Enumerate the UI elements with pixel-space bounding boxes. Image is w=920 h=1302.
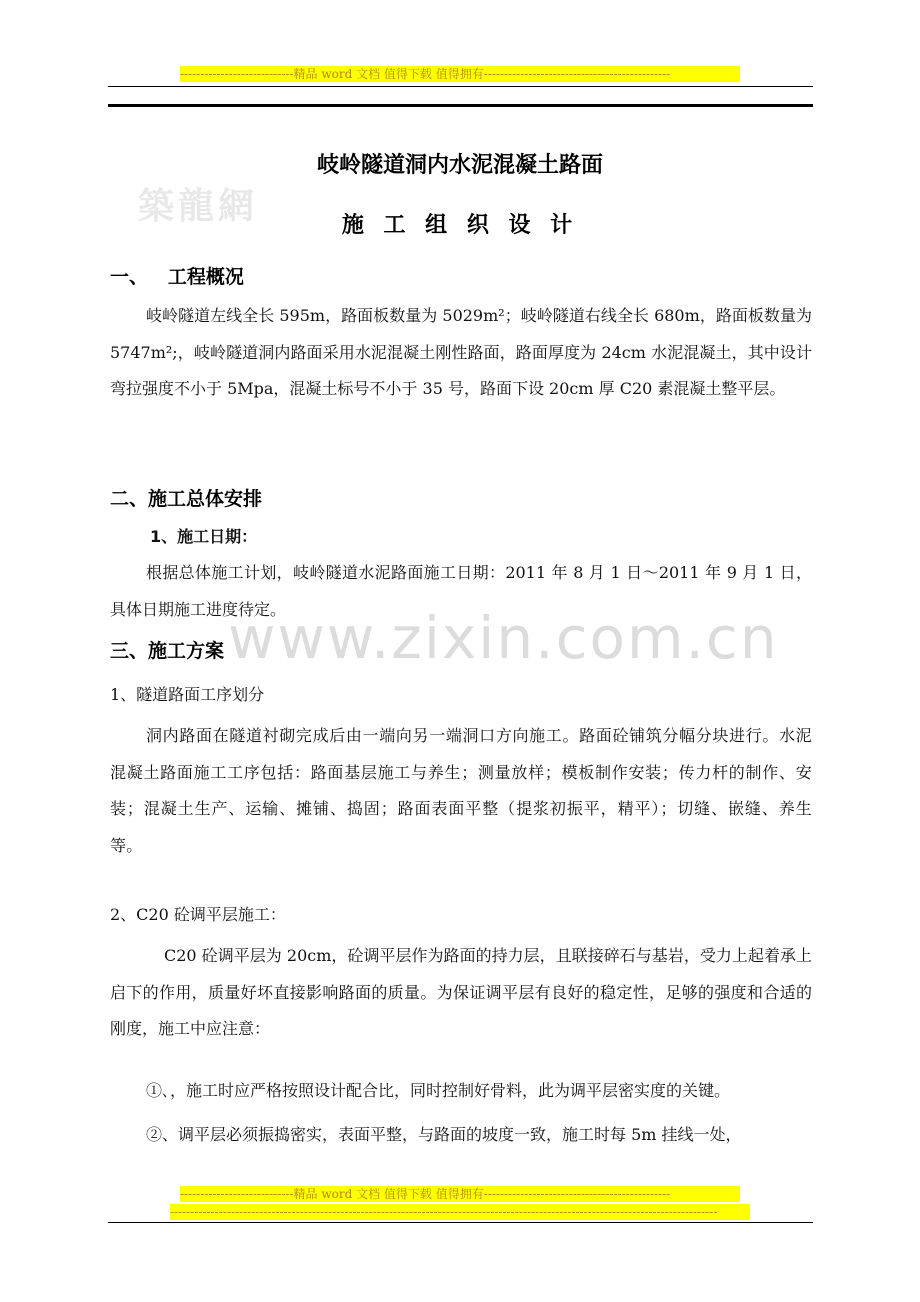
header-banner: ----------------------------精品 word 文档 值得下载 值得拥有---------------------------------------------- xyxy=(180,66,740,82)
section-3-note-2: ②、调平层必须振捣密实，表面平整，与路面的坡度一致，施工时每 5m 挂线一处， xyxy=(146,1125,742,1144)
section-3-heading: 三、施工方案 xyxy=(110,640,225,662)
section-3-item-1: 1、隧道路面工序划分 xyxy=(110,685,265,704)
watermark-logo: 築龍網 xyxy=(138,185,259,227)
section-1-paragraph: 岐岭隧道左线全长 595m，路面板数量为 5029m²；岐岭隧道右线全长 680m，路面板数量为 5747m²;，岐岭隧道洞内路面采用水泥混凝土刚性路面，路面厚度为 24cm 水泥混凝土，其中设计弯拉强度不小于 5Mpa，混凝土标号不小于 35 号，路面下设 20cm 厚 C20 素混凝土整平层。 xyxy=(110,306,812,398)
section-3-note-1: ①､，施工时应严格按照设计配合比，同时控制好骨料，此为调平层密实度的关键。 xyxy=(146,1081,731,1100)
section-3-item-2: 2、C20 砼调平层施工： xyxy=(110,905,286,924)
footer-rule xyxy=(108,1222,813,1223)
section-2-heading: 二、施工总体安排 xyxy=(110,488,263,510)
footer-banner-1: ----------------------------精品 word 文档 值得下载 值得拥有---------------------------------------------- xyxy=(180,1186,740,1202)
doc-title: 岐岭隧道洞内水泥混凝土路面 xyxy=(316,153,603,178)
footer-banner-2: --------------------------------------------------------------------------------------------------------------------------------------- xyxy=(170,1204,750,1220)
section-3-paragraph-1: 洞内路面在隧道衬砌完成后由一端向另一端洞口方向施工。路面砼铺筑分幅分块进行。水泥混凝土路面施工工序包括：路面基层施工与养生；测量放样；模板制作安装；传力杆的制作、安装；混凝土生产、运输、摊铺、捣固；路面表面平整（提浆初振平，精平）；切缝、嵌缝、养生等。 xyxy=(110,726,812,855)
watermark-site: www.zixin.com.cn xyxy=(228,604,779,672)
section-3-paragraph-2: C20 砼调平层为 20cm，砼调平层作为路面的持力层，且联接碎石与基岩，受力上起着承上启下的作用，质量好坏直接影响路面的质量。为保证调平层有良好的稳定性，足够的强度和合适的刚度，施工中应注意： xyxy=(110,946,812,1038)
section-1-heading: 一、 工程概况 xyxy=(110,266,244,288)
header-rule-thick xyxy=(108,104,813,107)
section-2-paragraph: 根据总体施工计划，岐岭隧道水泥路面施工日期：2011 年 8 月 1 日～2011 年 9 月 1 日，具体日期施工进度待定。 xyxy=(110,563,812,619)
doc-subtitle: 施 工 组 织 设 计 xyxy=(341,213,579,238)
header-rule-thin xyxy=(108,86,813,87)
section-2-subheading: 1、施工日期： xyxy=(150,527,258,546)
